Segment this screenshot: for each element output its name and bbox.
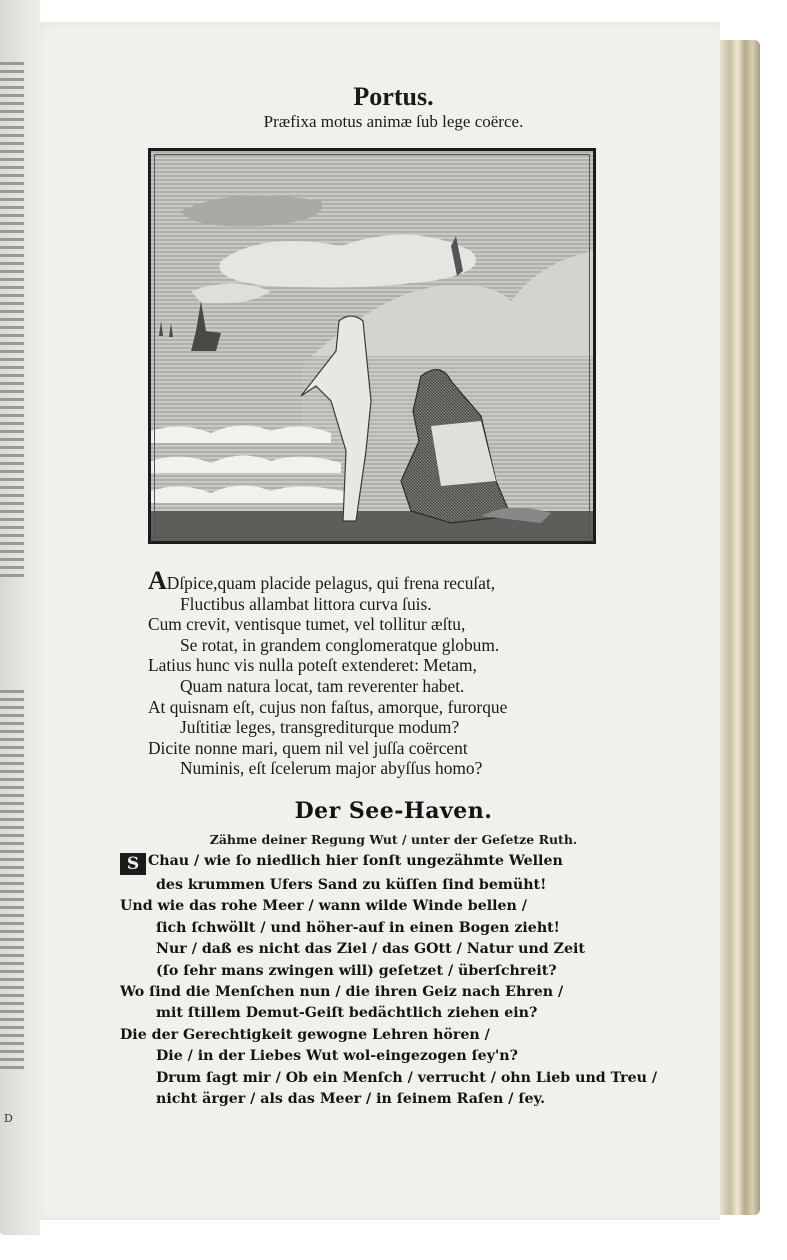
german-line: Nur / daß es nicht das Ziel / das GOtt / Natur und Zeit bbox=[156, 941, 585, 958]
german-line: Drum ſagt mir / Ob ein Menſch / verrucht / ohn Lieb und Treu / bbox=[156, 1069, 658, 1086]
wave bbox=[151, 425, 331, 443]
wave bbox=[151, 485, 351, 503]
german-initial: S bbox=[120, 853, 146, 875]
latin-line: Se rotat, in grandem conglomeratque globum. bbox=[180, 634, 500, 655]
german-motto: Zähme deiner Regung Wut / unter der Geſetze Ruth. bbox=[209, 832, 578, 847]
latin-initial: A bbox=[148, 566, 167, 595]
latin-line: Cum crevit, ventisque tumet, vel tollitur æſtu, bbox=[148, 614, 466, 635]
german-line: ſich ſchwöllt / und höher-auf in einen Bogen zieht! bbox=[156, 919, 560, 936]
german-line: des krummen Ufers Sand zu küſſen ſind bemüht! bbox=[156, 877, 547, 893]
harbour-engraving bbox=[148, 148, 596, 544]
german-line: Und wie das rohe Meer / wann wilde Winde bellen / bbox=[120, 898, 527, 915]
latin-line: Quam natura locat, tam reverenter habet. bbox=[180, 675, 465, 696]
wave bbox=[151, 455, 341, 473]
latin-line: Fluctibus allambat littora curva ſuis. bbox=[180, 593, 432, 614]
german-line: nicht ärger / als das Meer / in ſeinem Raſen / ſey. bbox=[156, 1091, 546, 1108]
left-page-text-block bbox=[0, 62, 24, 582]
german-line: Wo ſind die Menſchen nun / die ihren Geiz nach Ehren / bbox=[120, 984, 564, 1001]
engraving-image bbox=[151, 151, 593, 541]
emblem-motto: Præfixa motus animæ ſub lege coërce. bbox=[263, 112, 524, 131]
latin-poem bbox=[148, 566, 608, 779]
german-line: mit ſtillem Demut-Geiſt bedächtlich ziehen ein? bbox=[156, 1005, 538, 1022]
german-line: Die der Gerechtigkeit gewogne Lehren hören / bbox=[120, 1026, 490, 1043]
german-line: Die / in der Liebes Wut wol-eingezogen ſey'n? bbox=[156, 1048, 518, 1065]
german-poem bbox=[120, 851, 658, 1110]
latin-line: Juſtitiæ leges, transgrediturque modum? bbox=[180, 717, 460, 738]
latin-line: Numinis, eſt ſcelerum major abyſſus homo? bbox=[180, 758, 483, 779]
latin-line: Latius hunc vis nulla poteſt extenderet: Metam, bbox=[148, 655, 477, 676]
german-line: (ſo ſehr mans zwingen will) geſetzet / überſchreit? bbox=[156, 962, 557, 979]
left-page-fragment bbox=[0, 0, 40, 1235]
latin-line bbox=[148, 566, 608, 595]
latin-line: At quisnam eſt, cujus non faſtus, amorque, furorque bbox=[148, 696, 508, 717]
german-line bbox=[120, 851, 600, 875]
left-page-text-block bbox=[0, 690, 24, 1070]
left-page-mark: D bbox=[4, 1112, 13, 1125]
german-line-text: Chau / wie ſo niedlich hier ſonſt ungezähmte Wellen bbox=[148, 853, 563, 869]
latin-line: Dicite nonne mari, quem nil vel juſſa coërcent bbox=[148, 737, 468, 758]
emblem-title: Portus. bbox=[353, 82, 434, 111]
german-title: Der See-Haven. bbox=[294, 798, 493, 824]
latin-line-text: Dſpice,quam placide pelagus, qui frena recuſat, bbox=[166, 573, 496, 593]
